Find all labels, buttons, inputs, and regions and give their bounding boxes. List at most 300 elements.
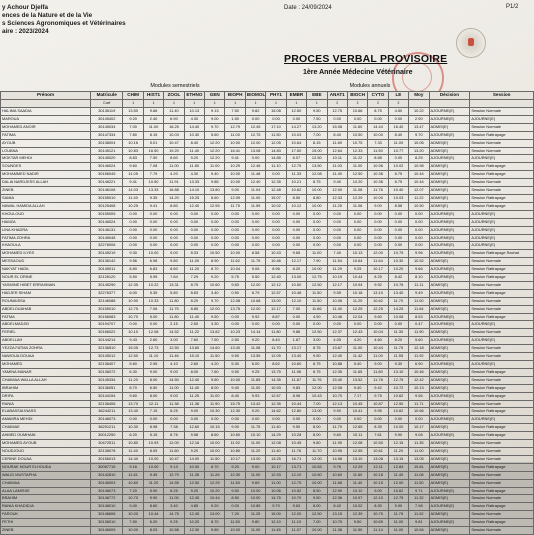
grade-cell: 10.70	[123, 313, 143, 321]
grade-cell: 10.50	[205, 250, 225, 258]
grade-cell: 11.60	[347, 471, 367, 479]
matricule-cell: 30146024	[91, 163, 123, 171]
grade-cell: 9.83	[225, 281, 245, 289]
matricule-cell: 30156013	[91, 455, 123, 463]
decision-cell: ADMIS(E)	[429, 139, 470, 147]
grade-cell: 11.76	[368, 187, 388, 195]
decision-cell: ADMIS(E)	[429, 408, 470, 416]
grade-cell: 8.10	[409, 274, 429, 282]
grade-cell: 0.00	[245, 242, 265, 250]
decision-cell: ADMIS(E)	[429, 400, 470, 408]
grade-cell: 12.40	[245, 179, 265, 187]
grade-cell: 2.95	[143, 361, 163, 369]
student-name-cell: YAMINA MANAR	[1, 368, 91, 376]
student-name-cell: CHAIMAA	[1, 479, 91, 487]
grade-cell: 11.50	[266, 131, 286, 139]
grade-cell: 3.00	[307, 337, 327, 345]
grade-cell: 11.79	[327, 424, 347, 432]
grade-cell: 10.00	[368, 131, 388, 139]
grade-cell: 0.00	[368, 226, 388, 234]
table-row	[1, 519, 534, 527]
grade-cell: 9.40	[347, 384, 367, 392]
decision-cell: ADMIS(E)	[429, 479, 470, 487]
grade-cell: 0.00	[409, 210, 429, 218]
grade-cell: 8.00	[307, 424, 327, 432]
grade-cell: 8.85	[184, 305, 204, 313]
table-row	[1, 210, 534, 218]
decision-cell: ADMIS(E)	[429, 495, 470, 503]
grade-cell: 8.00	[307, 503, 327, 511]
grade-cell: 11.95	[327, 440, 347, 448]
student-name-cell: FETHI	[1, 519, 91, 527]
grade-cell: 8.42	[327, 503, 347, 511]
grade-cell: 13.33	[184, 179, 204, 187]
grade-cell: 11.40	[388, 471, 408, 479]
grade-cell: 9.82	[245, 108, 265, 116]
table-subheader-row	[1, 100, 534, 108]
grade-cell: 0.00	[327, 242, 347, 250]
grade-cell: 10.97	[347, 495, 367, 503]
table-row	[1, 266, 534, 274]
grade-cell: 8.96	[266, 266, 286, 274]
grade-cell: 0.00	[409, 234, 429, 242]
grade-cell: 8.03	[143, 527, 163, 535]
decision-cell: ADMIS(E)	[429, 384, 470, 392]
table-row	[1, 242, 534, 250]
grade-cell: 0.00	[307, 226, 327, 234]
grade-cell: 0.00	[245, 226, 265, 234]
session-cell: Session Normale	[470, 123, 534, 131]
grade-cell: 12.00	[286, 511, 306, 519]
grade-cell: 0.00	[347, 416, 367, 424]
column-coefficient: 2	[388, 100, 408, 108]
grade-cell: 1.67	[286, 337, 306, 345]
column-coefficient: 2	[327, 100, 347, 108]
table-row	[1, 345, 534, 353]
grade-cell: 8.80	[307, 194, 327, 202]
grade-cell: 4.60	[368, 337, 388, 345]
grade-cell: 0.00	[368, 321, 388, 329]
matricule-cell: 30146108	[91, 187, 123, 195]
grade-cell: 10.33	[143, 297, 163, 305]
student-name-cell: NOUR EL DRINE	[1, 274, 91, 282]
grade-cell: 11.00	[368, 353, 388, 361]
grade-cell: 13.40	[225, 345, 245, 353]
grade-cell: 12.84	[388, 463, 408, 471]
column-coefficient	[1, 100, 91, 108]
table-row	[1, 440, 534, 448]
grade-cell: 12.40	[184, 202, 204, 210]
grade-cell: 10.90	[123, 297, 143, 305]
student-name-cell: CHAIMAE	[1, 424, 91, 432]
grade-cell: 0.00	[245, 321, 265, 329]
grade-cell: 7.98	[409, 503, 429, 511]
grade-cell: 12.75	[388, 495, 408, 503]
table-row	[1, 305, 534, 313]
grade-cell: 11.05	[123, 171, 143, 179]
grade-cell: 10.23	[225, 329, 245, 337]
grade-cell: 12.25	[368, 305, 388, 313]
matricule-cell: 30146221	[91, 179, 123, 187]
grade-cell: 12.45	[184, 495, 204, 503]
grade-cell: 13.82	[205, 329, 225, 337]
decision-cell: ADMIS(E)	[429, 281, 470, 289]
grade-cell: 10.44	[286, 400, 306, 408]
grade-cell: 12.75	[327, 108, 347, 116]
grade-cell: 12.00	[245, 305, 265, 313]
grade-cell: 11.00	[245, 440, 265, 448]
grade-cell: 7.20	[225, 511, 245, 519]
grade-cell: 0.00	[164, 416, 184, 424]
grade-cell: 12.42	[409, 376, 429, 384]
matricule-cell: 32138078	[91, 447, 123, 455]
grade-cell: 12.00	[388, 479, 408, 487]
grade-cell: 0.00	[225, 234, 245, 242]
grade-cell: 9.50	[225, 487, 245, 495]
decision-cell: ADMIS(E)	[429, 376, 470, 384]
grade-cell: 11.45	[266, 527, 286, 535]
column-coefficient: Coef	[91, 100, 123, 108]
grade-cell: 0.00	[184, 218, 204, 226]
decision-cell: AJOURNE(E)	[429, 266, 470, 274]
grade-cell: 7.50	[123, 519, 143, 527]
grade-cell: 10.60	[123, 479, 143, 487]
grade-cell: 11.80	[266, 329, 286, 337]
grade-cell: 6.30	[123, 368, 143, 376]
grade-cell: 12.39	[347, 511, 367, 519]
grade-cell: 11.35	[409, 440, 429, 448]
table-row	[1, 495, 534, 503]
grade-cell: 8.70	[205, 519, 225, 527]
student-name-cell: NOURAK NOUR ELHOUDA	[1, 463, 91, 471]
grade-cell: 9.60	[327, 432, 347, 440]
grade-cell: 9.80	[245, 519, 265, 527]
group-semestriels: Modules semestriels	[100, 81, 250, 92]
grade-cell: 14.55	[164, 479, 184, 487]
decision-cell: AJOURNE(E)	[429, 432, 470, 440]
grade-cell: 0.00	[225, 226, 245, 234]
results-table	[0, 91, 534, 535]
grade-cell: 9.81	[409, 519, 429, 527]
table-row	[1, 432, 534, 440]
grade-cell: 3.40	[164, 503, 184, 511]
grade-cell: 6.90	[164, 115, 184, 123]
grade-cell: 10.00	[307, 202, 327, 210]
grade-cell: 12.80	[286, 408, 306, 416]
grade-cell: 12.00	[205, 305, 225, 313]
session-cell: Session Normale	[470, 179, 534, 187]
matricule-cell: 30145048	[91, 234, 123, 242]
grade-cell: 10.44	[143, 511, 163, 519]
matricule-cell: 30156045	[91, 171, 123, 179]
grade-cell: 11.54	[327, 258, 347, 266]
matricule-cell: 30146772	[91, 495, 123, 503]
table-row	[1, 471, 534, 479]
grade-cell: 8.40	[327, 131, 347, 139]
grade-cell: 0.00	[164, 218, 184, 226]
grade-cell: 13.67	[327, 345, 347, 353]
grade-cell: 10.30	[184, 131, 204, 139]
group-annuels: Modules annuels	[310, 81, 430, 92]
grade-cell: 16.88	[164, 187, 184, 195]
grade-cell: 11.75	[388, 511, 408, 519]
grade-cell: 12.12	[266, 281, 286, 289]
grade-cell: 13.00	[286, 274, 306, 282]
grade-cell: 9.16	[123, 463, 143, 471]
matricule-cell: 30146010	[91, 503, 123, 511]
grade-cell: 11.10	[143, 353, 163, 361]
grade-cell: 10.61	[368, 447, 388, 455]
grade-cell: 0.00	[286, 218, 306, 226]
grade-cell: 0.00	[266, 115, 286, 123]
grade-cell: 10.00	[123, 511, 143, 519]
session-cell: Session Rattrapage	[470, 163, 534, 171]
grade-cell: 9.50	[307, 108, 327, 116]
grade-cell: 0.00	[388, 416, 408, 424]
grade-cell: 7.50	[307, 115, 327, 123]
grade-cell: 0.00	[205, 226, 225, 234]
grade-cell: 12.64	[327, 147, 347, 155]
grade-cell: 10.43	[307, 392, 327, 400]
grade-cell: 0.00	[286, 416, 306, 424]
table-row	[1, 503, 534, 511]
session-cell: Session Rattrapage	[470, 384, 534, 392]
decision-cell: ADMIS(E)	[429, 329, 470, 337]
grade-cell: 11.69	[327, 139, 347, 147]
grade-cell: 9.50	[347, 519, 367, 527]
grade-cell: 9.75	[368, 392, 388, 400]
decision-cell: ADMIS(E)	[429, 202, 470, 210]
decision-cell: AJOURNE(E)	[429, 218, 470, 226]
student-name-cell: CHAIMAA WALLA ALLAH	[1, 376, 91, 384]
grade-cell: 11.50	[225, 519, 245, 527]
grade-cell: 7.00	[286, 305, 306, 313]
grade-cell: 4.90	[307, 313, 327, 321]
grade-cell: 10.44	[347, 274, 367, 282]
grade-cell: 10.08	[388, 313, 408, 321]
grade-cell: 9.40	[205, 171, 225, 179]
grade-cell: 10.30	[225, 471, 245, 479]
decision-cell: ADMIS(E)	[429, 179, 470, 187]
grade-cell: 10.36	[368, 171, 388, 179]
grade-cell: 11.75	[164, 305, 184, 313]
grade-cell: 10.00	[245, 487, 265, 495]
column-coefficient: 1	[205, 100, 225, 108]
grade-cell: 11.00	[143, 123, 163, 131]
grade-cell: 3.30	[205, 321, 225, 329]
grade-cell: 5.95	[143, 274, 163, 282]
grade-cell: 12.40	[327, 353, 347, 361]
table-row	[1, 376, 534, 384]
student-name-cell: MESSAOUD	[1, 258, 91, 266]
grade-cell: 9.00	[368, 202, 388, 210]
session-cell: Session Normale	[470, 471, 534, 479]
student-name-cell: FATMA	[1, 313, 91, 321]
grade-cell: 0.50	[225, 289, 245, 297]
grade-cell: 15.00	[266, 511, 286, 519]
grade-cell: 11.00	[205, 392, 225, 400]
student-name-cell: NOUDJOUD	[1, 447, 91, 455]
document-date: Date : 24/09/2024	[284, 5, 332, 11]
grade-cell: 9.90	[327, 408, 347, 416]
grade-cell: 0.00	[388, 234, 408, 242]
grade-cell: 8.90	[205, 258, 225, 266]
grade-cell: 0.00	[347, 242, 367, 250]
session-cell: AJOURNE(E)	[470, 155, 534, 163]
student-name-cell: MOHAMMED NADIR	[1, 171, 91, 179]
student-name-cell: DRIFA	[1, 392, 91, 400]
table-row	[1, 321, 534, 329]
decision-cell: AJOURNE(E)	[429, 487, 470, 495]
column-coefficient: 1	[307, 100, 327, 108]
decision-cell: AJOURNE(E)	[429, 131, 470, 139]
grade-cell: 0.00	[266, 416, 286, 424]
grade-cell: 0.00	[245, 416, 265, 424]
grade-cell: 11.26	[205, 471, 225, 479]
matricule-cell: 30146009	[91, 527, 123, 535]
grade-cell: 13.33	[143, 187, 163, 195]
grade-cell: 14.10	[184, 187, 204, 195]
grade-cell: 12.25	[205, 479, 225, 487]
matricule-cell: 30146024	[91, 218, 123, 226]
grade-cell: 8.20	[286, 266, 306, 274]
grade-cell: 12.00	[245, 281, 265, 289]
grade-cell: 1.50	[225, 115, 245, 123]
grade-cell: 8.50	[307, 487, 327, 495]
grade-cell: 11.64	[409, 305, 429, 313]
grade-cell: 0.00	[184, 234, 204, 242]
matricule-cell: 30136072	[91, 368, 123, 376]
grade-cell: 11.62	[225, 258, 245, 266]
grade-cell: 12.05	[266, 139, 286, 147]
grade-cell: 10.02	[347, 503, 367, 511]
session-cell: Session Normale	[470, 527, 534, 535]
grade-cell: 10.75	[347, 139, 367, 147]
grade-cell: 13.00	[307, 408, 327, 416]
session-cell: Session Normale	[470, 511, 534, 519]
grade-cell: 0.00	[123, 218, 143, 226]
decision-cell: ADMIS(E)	[429, 258, 470, 266]
grade-cell: 11.60	[347, 123, 367, 131]
grade-cell: 13.25	[266, 455, 286, 463]
grade-cell: 11.00	[225, 131, 245, 139]
grade-cell: 12.15	[388, 440, 408, 448]
grade-cell: 9.41	[123, 179, 143, 187]
grade-cell: 14.50	[164, 376, 184, 384]
student-name-cell: YEZZA FATMA ZOHRA	[1, 345, 91, 353]
grade-cell: 12.25	[347, 305, 367, 313]
grade-cell: 0.00	[143, 226, 163, 234]
grade-cell: 5.01	[143, 139, 163, 147]
column-coefficient: 1	[266, 100, 286, 108]
table-row	[1, 108, 534, 116]
grade-cell: 0.00	[184, 210, 204, 218]
decision-cell: ADMIS(E)	[429, 368, 470, 376]
grade-cell: 15.08	[266, 108, 286, 116]
grade-cell: 0.00	[225, 218, 245, 226]
grade-cell: 0.00	[307, 210, 327, 218]
grade-cell: 11.10	[286, 519, 306, 527]
grade-cell: 11.75	[225, 202, 245, 210]
grade-cell: 8.75	[307, 345, 327, 353]
grade-cell: 9.42	[368, 384, 388, 392]
grade-cell: 7.20	[123, 487, 143, 495]
grade-cell: 12.75	[245, 131, 265, 139]
grade-cell: 10.83	[123, 147, 143, 155]
grade-cell: 10.62	[286, 187, 306, 195]
grade-cell: 12.17	[286, 258, 306, 266]
grade-cell: 13.75	[225, 305, 245, 313]
grade-cell: 8.60	[205, 432, 225, 440]
grade-cell: 10.03	[286, 131, 306, 139]
session-cell: Session Rattrapage	[470, 266, 534, 274]
table-row	[1, 329, 534, 337]
grade-cell: 11.20	[347, 297, 367, 305]
grade-cell: 13.20	[307, 123, 327, 131]
grade-cell: 8.80	[123, 266, 143, 274]
session-cell: Session Rattrapage	[470, 274, 534, 282]
grade-cell: 10.60	[307, 471, 327, 479]
grade-cell: 10.05	[409, 139, 429, 147]
student-name-cell: YASMINE HIBET ERRAHMAN	[1, 281, 91, 289]
grade-cell: 7.15	[143, 408, 163, 416]
grade-cell: 8.25	[164, 487, 184, 495]
grade-cell: 7.00	[307, 400, 327, 408]
grade-cell: 5.50	[245, 274, 265, 282]
table-row	[1, 147, 534, 155]
grade-cell: 10.18	[347, 289, 367, 297]
grade-cell: 10.44	[368, 345, 388, 353]
grade-cell: 12.08	[327, 384, 347, 392]
grade-cell: 10.10	[347, 487, 367, 495]
grade-cell: 16.50	[143, 147, 163, 155]
grade-cell: 9.60	[123, 163, 143, 171]
grade-cell: 9.25	[164, 519, 184, 527]
grade-cell: 12.67	[266, 392, 286, 400]
grade-cell: 9.71	[409, 487, 429, 495]
grade-cell: 9.85	[205, 179, 225, 187]
grade-cell: 10.43	[266, 250, 286, 258]
grade-cell: 12.11	[368, 463, 388, 471]
grade-cell: 0.00	[266, 242, 286, 250]
grade-cell: 11.22	[409, 194, 429, 202]
table-row	[1, 179, 534, 187]
column-header: PHY1	[266, 92, 286, 100]
grade-cell: 15.25	[184, 194, 204, 202]
grade-cell: 7.38	[164, 424, 184, 432]
grade-cell: 10.62	[368, 297, 388, 305]
grade-cell: 0.00	[205, 234, 225, 242]
matricule-cell: 30136119	[91, 108, 123, 116]
grade-cell: 0.00	[245, 210, 265, 218]
grade-cell: 8.62	[266, 361, 286, 369]
grade-cell: 0.00	[123, 242, 143, 250]
grade-cell: 8.25	[409, 155, 429, 163]
grade-cell: 12.20	[205, 155, 225, 163]
grade-cell: 9.40	[225, 384, 245, 392]
student-name-cell: FAROUK	[1, 511, 91, 519]
grade-cell: 2.50	[225, 337, 245, 345]
grade-cell: 10.50	[347, 131, 367, 139]
grade-cell: 14.40	[123, 455, 143, 463]
grade-cell: 11.55	[388, 353, 408, 361]
grade-cell: 12.45	[184, 511, 204, 519]
matricule-cell: 36201211	[91, 424, 123, 432]
grade-cell: 10.20	[388, 266, 408, 274]
grade-cell: 0.00	[286, 115, 306, 123]
grade-cell: 12.33	[347, 147, 367, 155]
grade-cell: 10.30	[388, 258, 408, 266]
